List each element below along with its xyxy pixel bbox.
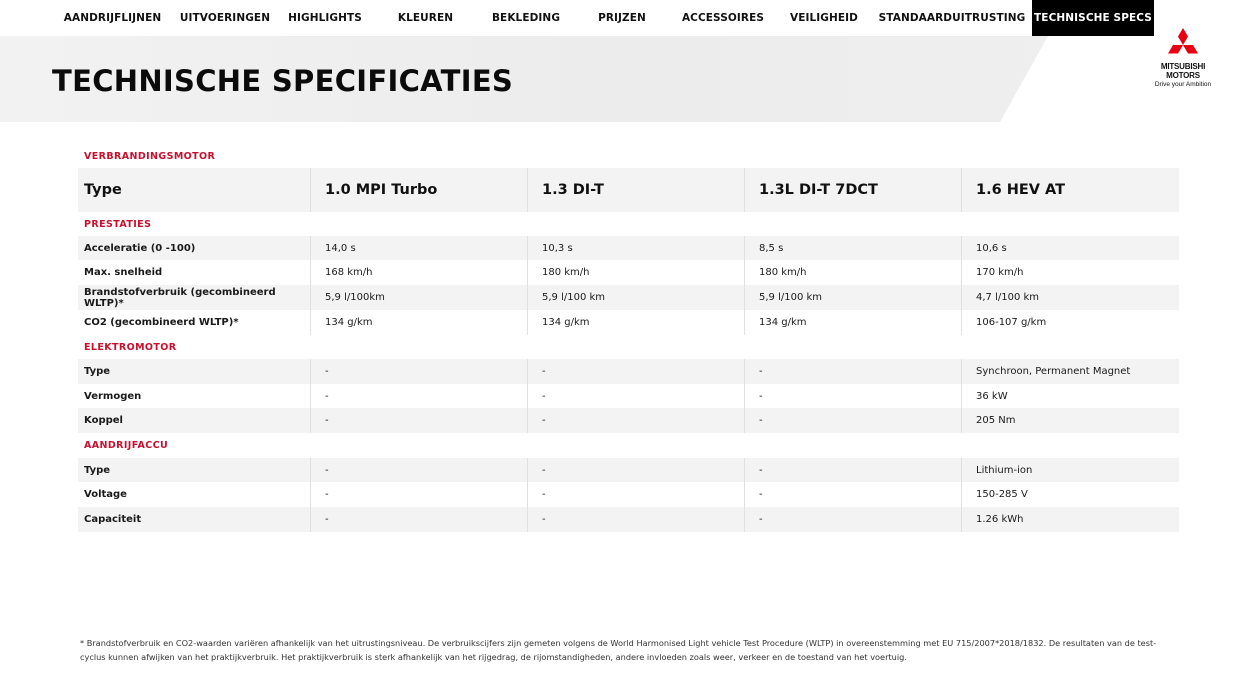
page-title: TECHNISCHE SPECIFICATIES <box>52 64 514 98</box>
cell: 14,0 s <box>310 236 527 260</box>
nav-item-accessoires[interactable]: ACCESSOIRES <box>681 12 765 24</box>
cell: 205 Nm <box>961 408 1178 433</box>
table-row <box>78 408 1179 433</box>
cell: Lithium-ion <box>961 458 1178 482</box>
cell: - <box>527 507 744 532</box>
row-label: Koppel <box>84 415 123 426</box>
cell: - <box>744 384 961 408</box>
table-row <box>78 384 1179 408</box>
nav-item-aandrijflijnen[interactable]: AANDRIJFLIJNEN <box>63 12 162 24</box>
footnote-line-1: * Brandstofverbruik en CO2-waarden variëren afhankelijk van het uitrustingsniveau. De verbruikscijfers zijn gemeten volgens de World Harmonised Light vehicle Test Procedure (WLTP) in overeenstemming met EU 715/2007*2018/1832. De resultaten van de test- <box>80 638 1157 648</box>
nav-item-kleuren[interactable]: KLEUREN <box>397 12 454 24</box>
cell: 36 kW <box>961 384 1178 408</box>
cell: - <box>310 507 527 532</box>
cell: - <box>527 384 744 408</box>
cell: - <box>744 482 961 507</box>
cell: - <box>310 458 527 482</box>
section-label-performance: PRESTATIES <box>84 219 152 230</box>
table-row <box>78 359 1179 384</box>
cell: - <box>527 482 744 507</box>
cell: 5,9 l/100km <box>310 285 527 310</box>
nav-item-veiligheid[interactable]: VEILIGHEID <box>789 12 858 24</box>
cell: 1.26 kWh <box>961 507 1178 532</box>
nav-item-technische-specs[interactable]: TECHNISCHE SPECS <box>1032 0 1154 36</box>
table-row <box>78 260 1179 285</box>
row-label: Vermogen <box>84 390 142 402</box>
cell: 180 km/h <box>527 260 744 285</box>
section-label-engine: VERBRANDINGSMOTOR <box>84 151 216 162</box>
row-label: Brandstofverbruik (gecombineerd WLTP)* <box>84 286 276 309</box>
header-label: Type <box>84 182 122 198</box>
cell: - <box>527 408 744 433</box>
table-header-row <box>78 168 1179 212</box>
nav-item-prijzen[interactable]: PRIJZEN <box>598 12 646 24</box>
row-label: Max. snelheid <box>84 267 163 278</box>
cell: - <box>527 359 744 384</box>
row-label: Type <box>84 366 111 377</box>
mitsubishi-logo[interactable] <box>1146 28 1220 92</box>
three-diamonds-icon <box>1165 28 1201 62</box>
nav-item-highlights[interactable]: HIGHLIGHTS <box>288 12 362 24</box>
row-label: Capaciteit <box>84 514 142 525</box>
cell: 106-107 g/km <box>961 310 1178 335</box>
nav-item-standaarduitrusting[interactable]: STANDAARDUITRUSTING <box>878 12 1026 24</box>
header-cell: 1.0 MPI Turbo <box>310 168 527 212</box>
cell: 10,3 s <box>527 236 744 260</box>
cell: - <box>527 458 744 482</box>
nav-item-bekleding[interactable]: BEKLEDING <box>491 12 561 24</box>
cell: - <box>310 384 527 408</box>
cell: - <box>310 408 527 433</box>
cell: - <box>310 482 527 507</box>
table-row <box>78 507 1179 532</box>
row-label: Type <box>84 464 111 476</box>
table-row <box>78 285 1179 310</box>
cell: - <box>744 359 961 384</box>
table-row <box>78 482 1179 507</box>
top-nav <box>52 0 1154 36</box>
cell: 134 g/km <box>310 310 527 335</box>
cell: Synchroon, Permanent Magnet <box>961 359 1178 384</box>
nav-item-uitvoeringen[interactable]: UITVOERINGEN <box>179 12 271 24</box>
cell: 150-285 V <box>961 482 1178 507</box>
cell: 4,7 l/100 km <box>961 285 1178 310</box>
header-cell: 1.3L DI-T 7DCT <box>744 168 961 212</box>
section-label-electric: ELEKTROMOTOR <box>84 342 177 353</box>
section-label-battery: AANDRIJFACCU <box>84 440 169 451</box>
row-label: CO2 (gecombineerd WLTP)* <box>84 317 239 328</box>
cell: 180 km/h <box>744 260 961 285</box>
footnote-line-2: cyclus kunnen afwijken van het praktijkverbruik. Het praktijkverbruik is sterk afhankelijk van het rijgedrag, de rijomstandigheden, andere invloeden zoals weer, verkeer en de toestand van het voertuig. <box>80 652 907 662</box>
logo-line-1: MITSUBISHI <box>1160 62 1206 71</box>
header-cell: 1.3 DI-T <box>527 168 744 212</box>
cell: - <box>744 458 961 482</box>
cell: - <box>310 359 527 384</box>
cell: - <box>744 507 961 532</box>
cell: 134 g/km <box>744 310 961 335</box>
cell: - <box>744 408 961 433</box>
cell: 170 km/h <box>961 260 1178 285</box>
table-row <box>78 236 1179 260</box>
cell: 10,6 s <box>961 236 1178 260</box>
row-label: Acceleratie (0 -100) <box>84 242 196 254</box>
cell: 168 km/h <box>310 260 527 285</box>
table-row <box>78 310 1179 335</box>
footnote <box>80 636 1190 664</box>
row-label: Voltage <box>84 489 127 500</box>
cell: 8,5 s <box>744 236 961 260</box>
table-row <box>78 458 1179 482</box>
cell: 5,9 l/100 km <box>527 285 744 310</box>
header-cell: 1.6 HEV AT <box>961 168 1178 212</box>
logo-tagline: Drive your Ambition <box>1154 81 1212 88</box>
logo-line-2: MOTORS <box>1166 71 1200 80</box>
cell: 5,9 l/100 km <box>744 285 961 310</box>
cell: 134 g/km <box>527 310 744 335</box>
